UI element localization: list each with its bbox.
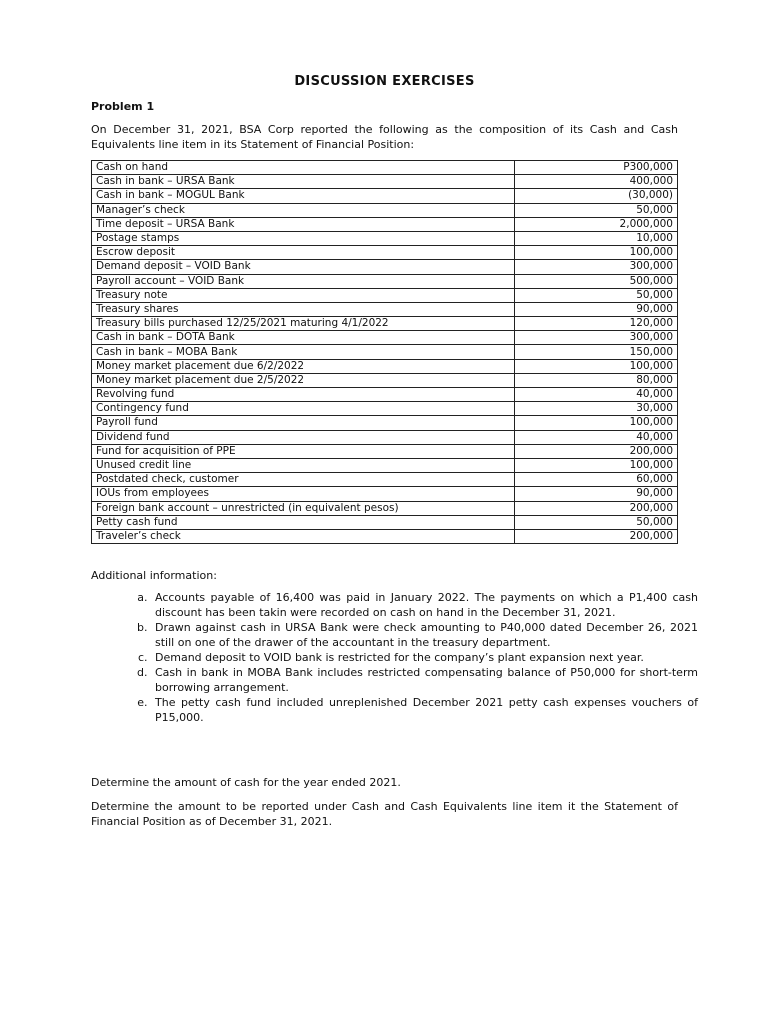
row-label: Petty cash fund: [92, 515, 515, 529]
row-amount: 150,000: [515, 345, 678, 359]
table-row: [92, 529, 678, 543]
row-amount: 50,000: [515, 515, 678, 529]
table-row: [92, 473, 678, 487]
row-label: Demand deposit – VOID Bank: [92, 260, 515, 274]
row-label: Revolving fund: [92, 388, 515, 402]
row-label: Cash in bank – MOGUL Bank: [92, 189, 515, 203]
row-label: Treasury note: [92, 288, 515, 302]
row-label: Cash on hand: [92, 161, 515, 175]
table-row: [92, 345, 678, 359]
table-row: [92, 458, 678, 472]
row-label: Contingency fund: [92, 402, 515, 416]
question-cash-equivalents: Determine the amount to be reported under Cash and Cash Equivalents line item it the Statement of Financial Position as of December 31, 2021.: [91, 800, 678, 828]
row-label: Money market placement due 6/2/2022: [92, 359, 515, 373]
row-amount: 100,000: [515, 458, 678, 472]
table-row: [92, 402, 678, 416]
row-amount: 2,000,000: [515, 217, 678, 231]
row-label: Treasury shares: [92, 302, 515, 316]
row-label: Fund for acquisition of PPE: [92, 444, 515, 458]
cash-composition-table: [91, 160, 678, 544]
table-row: [92, 231, 678, 245]
list-item: a. Accounts payable of 16,400 was paid in January 2022. The payments on which a P1,400 cash discount has been takin were recorded on cash on hand in the December 31, 2021.: [151, 590, 698, 620]
document-title: DISCUSSION EXERCISES: [294, 74, 475, 89]
table-row: [92, 317, 678, 331]
table-row: [92, 189, 678, 203]
row-label: Postage stamps: [92, 231, 515, 245]
problem-heading: Problem 1: [91, 100, 155, 113]
row-amount: 120,000: [515, 317, 678, 331]
row-amount: 100,000: [515, 416, 678, 430]
row-label: Money market placement due 2/5/2022: [92, 373, 515, 387]
row-amount: 200,000: [515, 501, 678, 515]
row-label: Payroll fund: [92, 416, 515, 430]
row-amount: 90,000: [515, 302, 678, 316]
row-amount: 50,000: [515, 203, 678, 217]
row-amount: 200,000: [515, 444, 678, 458]
table-row: [92, 430, 678, 444]
row-amount: 60,000: [515, 473, 678, 487]
list-item: b. Drawn against cash in URSA Bank were check amounting to P40,000 dated December 26, 2021 still on one of the drawer of the accountant in the treasury department.: [151, 620, 698, 650]
table-row: [92, 487, 678, 501]
row-amount: (30,000): [515, 189, 678, 203]
row-amount: 90,000: [515, 487, 678, 501]
table-row: [92, 359, 678, 373]
row-amount: 400,000: [515, 175, 678, 189]
table-row: [92, 501, 678, 515]
row-label: Treasury bills purchased 12/25/2021 maturing 4/1/2022: [92, 317, 515, 331]
row-amount: 50,000: [515, 288, 678, 302]
row-amount: 40,000: [515, 388, 678, 402]
list-item: d. Cash in bank in MOBA Bank includes restricted compensating balance of P50,000 for short-term borrowing arrangement.: [151, 665, 698, 695]
table-row: [92, 416, 678, 430]
row-amount: 100,000: [515, 359, 678, 373]
table-row: [92, 260, 678, 274]
row-label: Traveler’s check: [92, 529, 515, 543]
row-amount: 300,000: [515, 260, 678, 274]
row-amount: 30,000: [515, 402, 678, 416]
row-amount: 200,000: [515, 529, 678, 543]
row-amount: 80,000: [515, 373, 678, 387]
table-row: [92, 302, 678, 316]
row-label: Cash in bank – MOBA Bank: [92, 345, 515, 359]
additional-info-heading: Additional information:: [91, 569, 217, 582]
row-amount: P300,000: [515, 161, 678, 175]
row-amount: 40,000: [515, 430, 678, 444]
row-label: Escrow deposit: [92, 246, 515, 260]
row-label: Payroll account – VOID Bank: [92, 274, 515, 288]
row-label: Cash in bank – URSA Bank: [92, 175, 515, 189]
question-cash: Determine the amount of cash for the year ended 2021.: [91, 776, 401, 789]
table-row: [92, 331, 678, 345]
table-row: [92, 274, 678, 288]
row-label: Dividend fund: [92, 430, 515, 444]
table-row: [92, 515, 678, 529]
row-amount: 100,000: [515, 246, 678, 260]
row-label: Manager’s check: [92, 203, 515, 217]
row-amount: 300,000: [515, 331, 678, 345]
row-label: Unused credit line: [92, 458, 515, 472]
table-row: [92, 217, 678, 231]
row-label: Postdated check, customer: [92, 473, 515, 487]
row-label: Time deposit – URSA Bank: [92, 217, 515, 231]
row-amount: 10,000: [515, 231, 678, 245]
row-label: IOUs from employees: [92, 487, 515, 501]
row-label: Foreign bank account – unrestricted (in equivalent pesos): [92, 501, 515, 515]
row-label: Cash in bank – DOTA Bank: [92, 331, 515, 345]
table-row: [92, 203, 678, 217]
table-row: [92, 373, 678, 387]
table-row: [92, 175, 678, 189]
table-row: [92, 388, 678, 402]
list-item: c. Demand deposit to VOID bank is restricted for the company’s plant expansion next year.: [151, 650, 698, 665]
table-row: [92, 288, 678, 302]
table-row: [92, 246, 678, 260]
additional-info-list: [131, 590, 698, 725]
list-item: e. The petty cash fund included unreplenished December 2021 petty cash expenses vouchers of P15,000.: [151, 695, 698, 725]
table-row: [92, 444, 678, 458]
intro-paragraph: On December 31, 2021, BSA Corp reported the following as the composition of its Cash and Cash Equivalents line item in its Statement of Financial Position:: [91, 123, 678, 151]
row-amount: 500,000: [515, 274, 678, 288]
table-row: [92, 161, 678, 175]
